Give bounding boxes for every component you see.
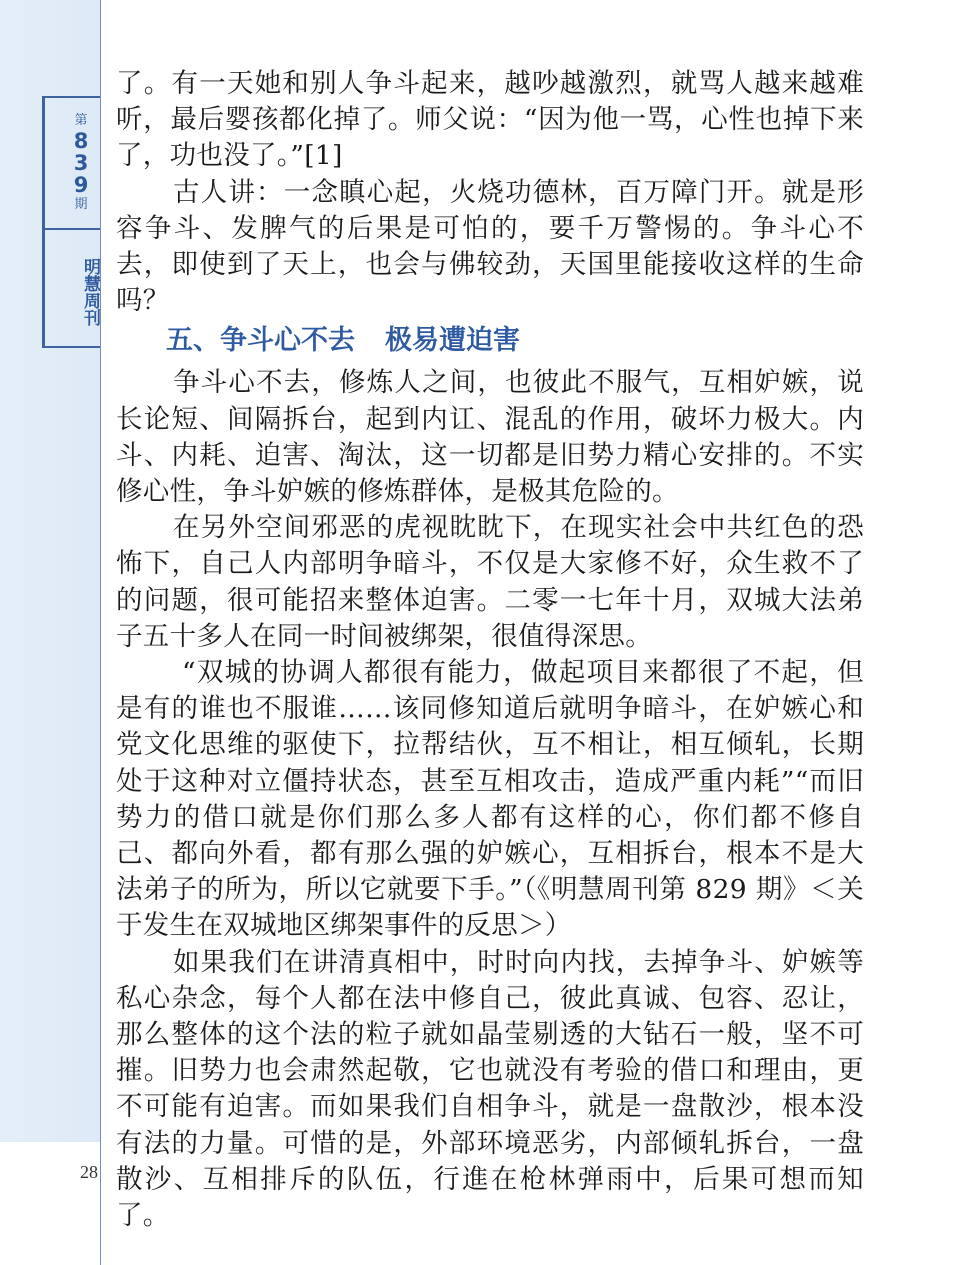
sidebar-divider-middle [42,228,100,230]
paragraph: 争斗心不去，修炼人之间，也彼此不服气，互相妒嫉，说长论短、间隔拆台，起到内讧、混乱的作用，破坏力极大。内斗、内耗、迫害、淘汰，这一切都是旧势力精心安排的。不实修心性，争斗妒嫉的修炼群体，是极其危险的。 [116,367,864,508]
sidebar-divider-bottom [42,346,100,348]
sidebar-divider-top [42,96,100,98]
page-number: 28 [80,1162,98,1182]
paragraph: 古人讲：一念瞋心起，火烧功德林，百万障门开。就是形容争斗、发脾气的后果是可怕的，要千万警惕的。争斗心不去，即使到了天上，也会与佛较劲，天国里能接收这样的生命吗？ [116,176,864,317]
section-heading [116,323,864,359]
sidebar-accent-bar [42,96,45,348]
issue-number: 839 [73,129,89,197]
section-heading-part1: 五、争斗心不去 [166,325,355,357]
issue-suffix: 期 [74,197,88,212]
margin-rule [100,0,101,1265]
section-heading-part2: 极易遭迫害 [385,325,520,357]
paragraph: 在另外空间邪恶的虎视眈眈下，在现实社会中共红色的恐怖下，自己人内部明争暗斗，不仅是大家修不好，众生救不了的问题，很可能招来整体迫害。二零一七年十月，双城大法弟子五十多人在同一时间被绑架，很值得深思。 [116,512,864,652]
article-body [116,66,864,1234]
issue-label [62,112,100,214]
paragraph: 如果我们在讲清真相中，时时向内找，去掉争斗、妒嫉等私心杂念，每个人都在法中修自己，彼此真诚、包容、忍让，那么整体的这个法的粒子就如晶莹剔透的大钻石一般，坚不可摧。旧势力也会肃然起敬，它也就没有考验的借口和理由，更不可能有迫害。而如果我们自相争斗，就是一盘散沙，根本没有法的力量。可惜的是，外部环境恶劣，内部倾轧拆台，一盘散沙、互相排斥的队伍，行進在枪林弹雨中，后果可想而知了。 [116,946,864,1232]
quoted-paragraph: “双城的协调人都很有能力，做起项目来都很了不起，但是有的谁也不服谁……该同修知道后就明争暗斗，在妒嫉心和党文化思维的驱使下，拉帮结伙，互不相让，相互倾轧，长期处于这种对立僵持状态，甚至互相攻击，造成严重内耗”“而旧势力的借口就是你们那么多人都有这样的心，你们都不修自己、都向外看，都有那么强的妒嫉心，互相拆台，根本不是大法弟子的所为，所以它就要下手。”（《明慧周刊第 829 期》＜关于发生在双城地区绑架事件的反思＞） [116,657,864,942]
paragraph: 了。有一天她和别人争斗起来，越吵越激烈，就骂人越来越难听，最后婴孩都化掉了。师父说：“因为他一骂，心性也掉下来了，功也没了。”[1] [116,68,864,172]
issue-prefix: 第 [74,113,88,128]
publication-name: 明慧周刊 [80,258,100,326]
